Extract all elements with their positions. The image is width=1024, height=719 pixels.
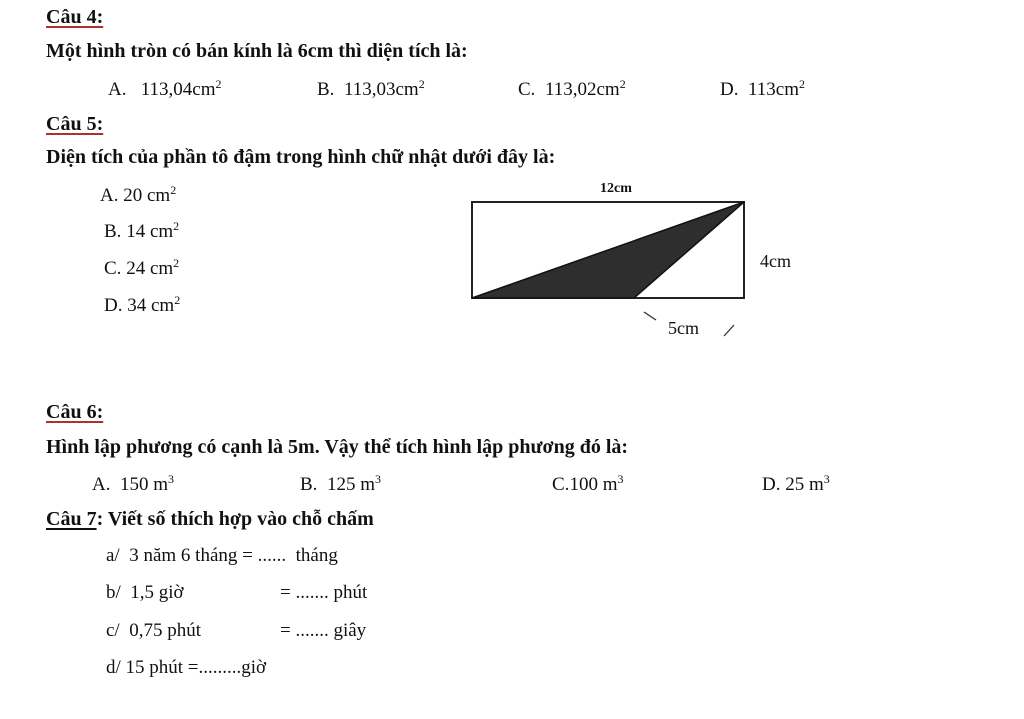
q7-item-b-answer: = ....... phút (280, 582, 368, 603)
q4-option-c: C. $113,02cm^2$ (518, 77, 626, 100)
q6-option-d: D. 25 $m^3$ (762, 472, 830, 495)
rectangle-figure (468, 198, 750, 304)
figure-top-label: 12cm (600, 181, 632, 196)
figure-bottom-label: 5cm (668, 318, 699, 338)
q4-option-b: B. $113,03cm^2$ (317, 77, 425, 100)
tick-mark-left (642, 310, 658, 324)
q6-stem: Hình lập phương có cạnh là 5m. Vậy thể tích hình lập phương đó là: (46, 436, 629, 458)
q7-item-d: d/ 15 phút =.........giờ (106, 657, 267, 678)
q5-title: Câu 5: (46, 113, 104, 135)
q7-heading (46, 508, 374, 531)
q7-title: Câu 7 (46, 508, 97, 530)
q5-option-a: A. 20 $cm^2$ (100, 183, 177, 206)
q7-item-c: c/ 0,75 phút (106, 620, 201, 641)
q4-option-a: A. $113,04cm^2$ (108, 77, 222, 100)
q6-option-c: C.100 $m^3$ (552, 472, 624, 495)
q6-option-a: A. 150 $m^3$ (92, 472, 175, 495)
q5-stem: Diện tích của phần tô đậm trong hình chữ nhật dưới đây là: (46, 146, 556, 168)
figure-right-label: 4cm (760, 251, 791, 271)
q7-item-a: a/ 3 năm 6 tháng = ...... tháng (106, 545, 338, 566)
q5-option-b: B. 14 $cm^2$ (104, 219, 180, 242)
q7-item-b: b/ 1,5 giờ (106, 582, 184, 603)
q7-stem: : Viết số thích hợp vào chỗ chấm (96, 508, 374, 530)
q7-item-c-answer: = ....... giây (280, 620, 367, 641)
q4-stem: Một hình tròn có bán kính là 6cm thì diện tích là: (46, 40, 468, 62)
q5-option-c: C. 24 $cm^2$ (104, 256, 180, 279)
q5-option-d: D. 34 $cm^2$ (104, 293, 181, 316)
q4-option-d: D. $113cm^2$ (720, 77, 805, 100)
tick-mark-right (722, 322, 738, 338)
q6-title: Câu 6: (46, 401, 104, 423)
q6-option-b: B. 125 $m^3$ (300, 472, 381, 495)
q4-title: Câu 4: (46, 6, 104, 28)
